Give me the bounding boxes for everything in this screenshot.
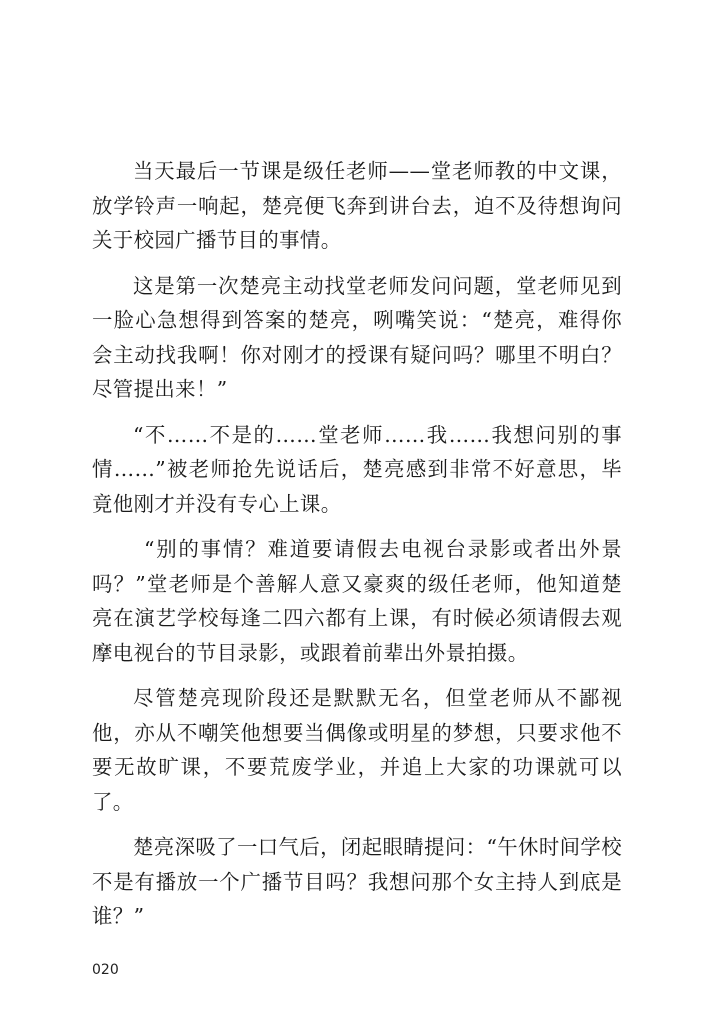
paragraph: “别的事情？难道要请假去电视台录影或者出外景吗？”堂老师是个善解人意又豪爽的级任老师，他知道楚亮在演艺学校每逢二四六都有上课，有时候必须请假去观摩电视台的节目录影，或跟着前辈出外景拍摄。	[92, 537, 622, 665]
paragraph: 当天最后一节课是级任老师——堂老师教的中文课，放学铃声一响起，楚亮便飞奔到讲台去，迫不及待想询问关于校园广播节目的事情。	[92, 159, 622, 252]
paragraph: 楚亮深吸了一口气后，闭起眼睛提问：“午休时间学校不是有播放一个广播节目吗？我想问那个女主持人到底是谁？”	[92, 835, 623, 928]
page-number: 020	[92, 962, 119, 978]
paragraph: 这是第一次楚亮主动找堂老师发问问题，堂老师见到一脸心急想得到答案的楚亮，咧嘴笑说：“楚亮，难得你会主动找我啊！你对刚才的授课有疑问吗？哪里不明白？尽管提出来！”	[92, 273, 622, 401]
body-text	[92, 154, 622, 945]
paragraph: 尽管楚亮现阶段还是默默无名，但堂老师从不鄙视他，亦从不嘲笑他想要当偶像或明星的梦想，只要求他不要无故旷课，不要荒废学业，并追上大家的功课就可以了。	[92, 686, 622, 814]
paragraph: “不……不是的……堂老师……我……我想问别的事情……”被老师抢先说话后，楚亮感到非常不好意思，毕竟他刚才并没有专心上课。	[92, 422, 622, 516]
